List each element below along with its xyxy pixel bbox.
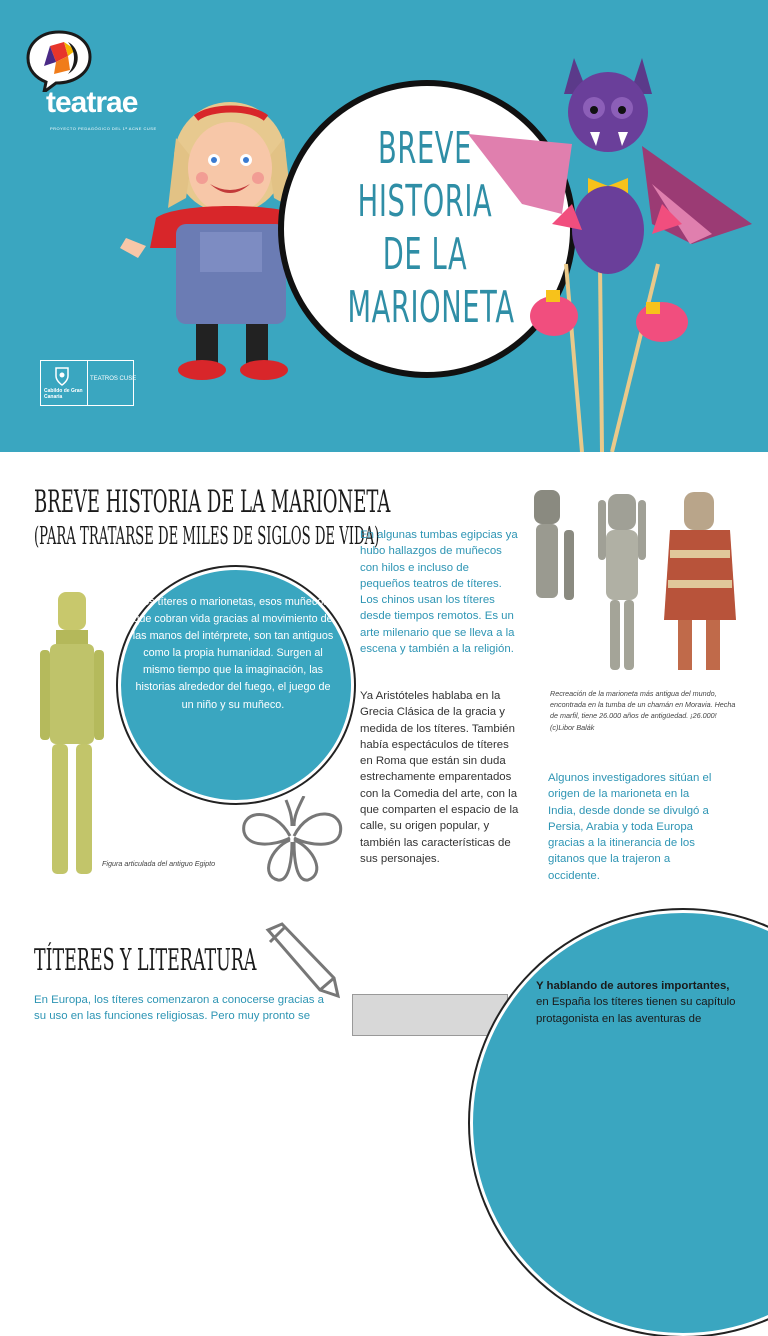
paragraph-europa: En Europa, los títeres comenzaron a conocerse gracias a su uso en las funciones religiosas. Pero muy pronto se (34, 994, 324, 1023)
engraving-image (352, 994, 508, 1036)
teatrae-logo-icon (24, 30, 94, 92)
section-title: TÍTERES Y LITERATURA (34, 943, 257, 978)
authors-circle (470, 910, 768, 1336)
egyptian-figure-image (34, 592, 110, 882)
moravia-caption: Recreación de la marioneta más antigua del mundo, encontrada en la tumba de un chamán en Moravia. Hecha de marfil, tiene 26.000 años de antigüedad. ¡26.000! (c)Libor Balák (550, 689, 736, 732)
section-subtitle: (PARA TRATARSE DE MILES DE SIGLOS DE VIDA) (34, 522, 380, 550)
logo-tagline: PROYECTO PEDAGÓGICO DEL 1ª ACNE CUSE (50, 126, 157, 131)
cover-title-line: MARIONETA (347, 282, 515, 333)
cover-title-line: BREVE (378, 123, 472, 174)
cover-title-line: HISTORIA (357, 176, 493, 227)
paragraph-egypt: En algunas tumbas egipcias ya hubo hallazgos de muñecos con hilos e incluso de pequeños teatros de títeres. Los chinos usan los títeres desde tiempos remotos. Es un arte milenario que se lleva a la escena y también a la religión. (360, 529, 518, 656)
cabildo-label: Cabildo de Gran Canaria (44, 388, 83, 400)
teatros-label: TEATROS CUSE (90, 376, 137, 382)
logo-wordmark: teatrae (46, 86, 138, 119)
cover-banner (0, 0, 768, 452)
authors-bold: Y hablando de autores importantes, (536, 980, 730, 992)
section-title: BREVE HISTORIA DE LA MARIONETA (34, 484, 391, 520)
authors-body: en España los títeres tienen su capítulo protagonista en las aventuras de (536, 996, 736, 1025)
paragraph-india: Algunos investigadores sitúan el origen de la marioneta en la India, desde donde se divulgó a Persia, Arabia y toda Europa gracias a la itinerancia de los gitanos que la trajeron a occidente. (548, 772, 712, 882)
cabildo-shield-icon (54, 366, 70, 386)
moravian-puppet-image (526, 480, 746, 680)
butterfly-icon (234, 796, 350, 888)
authors-text (536, 978, 756, 1027)
paragraph-aristoteles: Ya Aristóteles hablaba en la Grecia Clásica de la gracia y medida de los títeres. También había espectáculos de títeres en Roma que están sin duda estrechamente emparentados con la Comedia del arte, con la que comparten el espacio de la calle, su origen popular, y también las características de sus personajes. (360, 690, 519, 865)
egypt-caption: Figura articulada del antiguo Egipto (102, 859, 216, 868)
cover-title-line: DE LA (382, 229, 468, 280)
bat-puppet-image (462, 54, 758, 452)
pencil-icon (258, 920, 342, 1000)
intro-text: Los títeres o marionetas, esos muñecos que cobran vida gracias al movimiento de las manos del intérprete, son tan antiguos como la propia humanidad. Surgen al mismo tiempo que la imaginación, las historias alrededor del fuego, el juego de un niño y su muñeco. (132, 596, 334, 711)
